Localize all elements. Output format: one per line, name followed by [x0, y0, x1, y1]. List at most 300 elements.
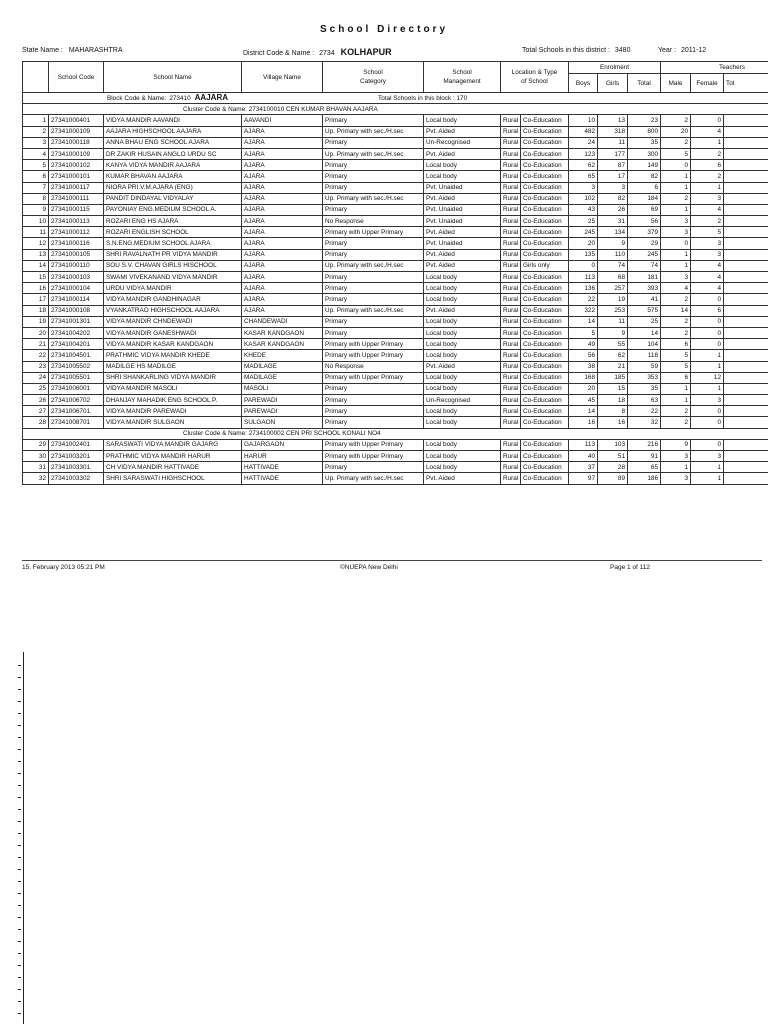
table-cell: Rural: [501, 126, 521, 137]
table-cell: 0: [691, 327, 724, 338]
table-cell: AJARA: [242, 227, 323, 238]
table-cell: 24: [23, 372, 49, 383]
table-cell: 8: [598, 406, 628, 417]
table-cell: Primary with Upper Primary: [323, 339, 424, 350]
table-row: [23, 204, 768, 215]
table-cell: 56: [569, 350, 598, 361]
col-category: School Category: [323, 62, 424, 93]
table-cell: 5: [23, 160, 49, 171]
table-cell: Co-Education: [521, 294, 569, 305]
table-cell: Primary: [323, 327, 424, 338]
table-cell: 27341003302: [49, 473, 104, 484]
footer-printed: 15. February 2013 05:21 PM: [22, 564, 105, 571]
table-cell: VIDYA MANDIR AAVANDI: [104, 115, 242, 126]
table-cell: Rural: [501, 160, 521, 171]
table-cell: 2: [661, 316, 691, 327]
table-cell: 113: [569, 439, 598, 450]
table-cell: 62: [569, 160, 598, 171]
table-cell: 3: [661, 473, 691, 484]
table-cell: Up. Primary with sec./H.sec: [323, 126, 424, 137]
table-cell: AJARA: [242, 193, 323, 204]
table-cell: 16: [569, 417, 598, 428]
table-cell: VIDYA MANDIR MASOLI: [104, 383, 242, 394]
table-cell: 74: [628, 260, 661, 271]
col-serial: [23, 62, 49, 93]
table-cell: 0: [691, 316, 724, 327]
margin-tick: [18, 785, 21, 786]
table-cell: 2: [661, 115, 691, 126]
table-cell: 23: [628, 115, 661, 126]
table-cell: Un-Recognised: [424, 137, 501, 148]
table-cell: Pvt. Aided: [424, 126, 501, 137]
table-cell: VIDYA MANDIR KASAR KANDGAON: [104, 339, 242, 350]
table-cell: 0: [661, 160, 691, 171]
table-cell: Local body: [424, 115, 501, 126]
table-cell: 27341002401: [49, 439, 104, 450]
table-cell: 3: [661, 227, 691, 238]
table-cell: Up. Primary with sec./H.sec: [323, 473, 424, 484]
table-cell: 65: [569, 171, 598, 182]
table-cell: 27341000101: [49, 171, 104, 182]
table-cell: Up. Primary with sec./H.sec: [323, 260, 424, 271]
table-cell: 14: [569, 406, 598, 417]
table-cell: 6: [661, 372, 691, 383]
margin-tick: [18, 689, 21, 690]
table-cell: 27341000104: [49, 283, 104, 294]
table-cell: 110: [598, 249, 628, 260]
table-cell: 27341000115: [49, 204, 104, 215]
table-cell: Rural: [501, 137, 521, 148]
block-label: Block Code & Name:: [107, 95, 167, 103]
table-cell-tot: [724, 249, 768, 260]
table-cell: 20: [661, 126, 691, 137]
table-cell: 3: [661, 451, 691, 462]
margin-tick: [18, 869, 21, 870]
table-cell: Co-Education: [521, 204, 569, 215]
table-cell: Local body: [424, 327, 501, 338]
table-cell: Pvt. Aided: [424, 473, 501, 484]
table-cell: Primary: [323, 115, 424, 126]
table-row: [23, 372, 768, 383]
table-cell: Rural: [501, 115, 521, 126]
table-cell: Local body: [424, 417, 501, 428]
margin-tick: [18, 737, 21, 738]
margin-tick: [18, 977, 21, 978]
margin-tick: [18, 1013, 21, 1014]
table-cell: 4: [23, 148, 49, 159]
table-cell: 38: [569, 361, 598, 372]
table-cell: 1: [691, 383, 724, 394]
table-cell: 136: [569, 283, 598, 294]
margin-tick: [18, 857, 21, 858]
table-cell: 2: [661, 406, 691, 417]
table-cell: Pvt. Unaided: [424, 238, 501, 249]
table-cell: 27341000111: [49, 193, 104, 204]
table-cell: 0: [691, 417, 724, 428]
table-cell: 27341000110: [49, 260, 104, 271]
table-cell: 4: [661, 283, 691, 294]
table-cell: 12: [23, 238, 49, 249]
table-row: [23, 327, 768, 338]
table-cell: Primary: [323, 316, 424, 327]
table-cell: 3: [691, 238, 724, 249]
table-cell: Co-Education: [521, 473, 569, 484]
table-cell: 89: [598, 473, 628, 484]
col-female: Female: [691, 74, 724, 93]
table-cell: 21: [598, 361, 628, 372]
district-name: KOLHAPUR: [340, 47, 392, 57]
table-cell: 245: [569, 227, 598, 238]
table-cell: 27341000117: [49, 182, 104, 193]
table-cell: AJARA: [242, 283, 323, 294]
table-cell: 45: [569, 395, 598, 406]
table-cell: 1: [661, 171, 691, 182]
table-cell: ROZARI ENG HS AJARA: [104, 216, 242, 227]
table-cell: Primary with Upper Primary: [323, 372, 424, 383]
table-cell: 14: [628, 327, 661, 338]
table-cell: Local body: [424, 316, 501, 327]
table-cell: SULGAON: [242, 417, 323, 428]
table-cell: 20: [569, 238, 598, 249]
table-cell-tot: [724, 294, 768, 305]
table-cell: Co-Education: [521, 462, 569, 473]
table-cell-tot: [724, 316, 768, 327]
table-cell: 14: [661, 305, 691, 316]
table-cell: KUMAR BHAVAN AAJARA: [104, 171, 242, 182]
table-cell: SHRI SARASWATI HIGHSCHOOL: [104, 473, 242, 484]
table-row: [23, 406, 768, 417]
table-cell: Primary: [323, 272, 424, 283]
table-cell: SARASWATI VIDYA MANDIR GAJARG: [104, 439, 242, 450]
table-cell: Rural: [501, 350, 521, 361]
table-cell: 1: [661, 204, 691, 215]
table-cell-tot: [724, 238, 768, 249]
table-cell: 22: [569, 294, 598, 305]
table-cell: 49: [569, 339, 598, 350]
table-cell: 186: [628, 473, 661, 484]
table-cell-tot: [724, 171, 768, 182]
table-cell: 253: [598, 305, 628, 316]
table-cell: PAREWADI: [242, 395, 323, 406]
table-cell: Pvt. Aided: [424, 361, 501, 372]
table-cell: 185: [598, 372, 628, 383]
table-cell: Rural: [501, 305, 521, 316]
table-cell: 25: [628, 316, 661, 327]
table-cell: Local body: [424, 339, 501, 350]
table-cell: 27341000118: [49, 137, 104, 148]
block-code: 273410: [169, 95, 191, 103]
table-cell: Co-Education: [521, 339, 569, 350]
table-cell: 35: [628, 383, 661, 394]
table-cell: 27341001301: [49, 316, 104, 327]
table-cell: 3: [661, 216, 691, 227]
table-cell: Primary: [323, 294, 424, 305]
table-cell: 3: [23, 137, 49, 148]
table-cell: Primary: [323, 406, 424, 417]
table-cell: Rural: [501, 473, 521, 484]
table-cell-tot: [724, 305, 768, 316]
table-cell: 23: [23, 361, 49, 372]
table-cell: 16: [23, 283, 49, 294]
table-cell: Co-Education: [521, 283, 569, 294]
table-cell: 6: [691, 305, 724, 316]
table-cell: 393: [628, 283, 661, 294]
table-cell: 2: [691, 216, 724, 227]
table-cell: CHANDEWADI: [242, 316, 323, 327]
table-cell: 5: [569, 327, 598, 338]
table-cell: 8: [23, 193, 49, 204]
table-cell: 1: [691, 361, 724, 372]
table-cell: 0: [691, 339, 724, 350]
table-cell-tot: [724, 216, 768, 227]
table-cell: 1: [691, 137, 724, 148]
table-cell-tot: [724, 383, 768, 394]
state-label: State Name :: [22, 47, 63, 54]
table-cell: CH VIDYA MANDIR HATTIVADE: [104, 462, 242, 473]
col-village: Village Name: [242, 62, 323, 93]
table-cell: 1: [661, 462, 691, 473]
table-row: [23, 451, 768, 462]
table-cell: 82: [598, 193, 628, 204]
margin-tick: [18, 845, 21, 846]
table-cell: 0: [691, 439, 724, 450]
table-cell: Co-Education: [521, 350, 569, 361]
table-cell: 3: [569, 182, 598, 193]
table-cell: 103: [598, 439, 628, 450]
table-cell: Primary with Upper Primary: [323, 350, 424, 361]
col-teachers: Teachers: [661, 62, 768, 74]
table-cell: VIDYA MANDIR GANDHINAGAR: [104, 294, 242, 305]
cluster-heading: Cluster Code & Name: 2734100010 CEN KUMAR BHAVAN AAJARA: [23, 104, 768, 115]
table-cell: 7: [23, 182, 49, 193]
table-cell: 14: [23, 260, 49, 271]
table-cell-tot: [724, 115, 768, 126]
table-cell: 31: [23, 462, 49, 473]
margin-tick: [18, 833, 21, 834]
table-cell: AJARA: [242, 238, 323, 249]
margin-tick: [18, 773, 21, 774]
table-cell: VYANKATRAO HIGHSCHOOL AAJARA: [104, 305, 242, 316]
table-cell: PANDIT DINDAYAL VIDYALAY: [104, 193, 242, 204]
table-cell: 27341000105: [49, 249, 104, 260]
table-cell: 91: [628, 451, 661, 462]
table-cell: 74: [598, 260, 628, 271]
table-cell: VIDYA MANDIR CHNDEWADI: [104, 316, 242, 327]
table-cell: HARUR: [242, 451, 323, 462]
table-cell: 25: [569, 216, 598, 227]
margin-tick: [18, 941, 21, 942]
table-cell: 27341005502: [49, 361, 104, 372]
table-row: [23, 249, 768, 260]
table-cell: Co-Education: [521, 171, 569, 182]
table-cell: 35: [628, 137, 661, 148]
table-cell: Primary: [323, 417, 424, 428]
col-tot: Tot: [724, 74, 768, 93]
table-cell: Co-Education: [521, 238, 569, 249]
table-cell-tot: [724, 260, 768, 271]
table-cell: Rural: [501, 148, 521, 159]
table-cell: 353: [628, 372, 661, 383]
table-row: [23, 193, 768, 204]
table-cell: Rural: [501, 406, 521, 417]
table-cell: 135: [569, 249, 598, 260]
table-cell: Primary: [323, 182, 424, 193]
table-cell: 245: [628, 249, 661, 260]
table-cell: 11: [23, 227, 49, 238]
table-cell: Local body: [424, 383, 501, 394]
table-cell: SHRI SHANKARLING VIDYA MANDIR: [104, 372, 242, 383]
table-cell: Pvt. Aided: [424, 193, 501, 204]
table-row: [23, 473, 768, 484]
table-cell: 123: [569, 148, 598, 159]
margin-tick: [18, 677, 21, 678]
table-cell: AJARA: [242, 216, 323, 227]
table-cell: AJARA: [242, 260, 323, 271]
table-cell: 9: [598, 238, 628, 249]
table-cell: Girls only: [521, 260, 569, 271]
table-row: [23, 417, 768, 428]
table-cell: 21: [23, 339, 49, 350]
table-cell: 5: [661, 350, 691, 361]
col-girls: Girls: [598, 74, 628, 93]
table-cell: Local body: [424, 294, 501, 305]
table-cell: Rural: [501, 439, 521, 450]
table-cell: 118: [628, 350, 661, 361]
margin-tick: [18, 1001, 21, 1002]
table-cell: Primary: [323, 171, 424, 182]
table-cell: 15: [23, 272, 49, 283]
table-cell: Local body: [424, 350, 501, 361]
table-cell: 18: [23, 305, 49, 316]
table-cell: SWAMI VIVEKANAND VIDYA MANDIR: [104, 272, 242, 283]
table-cell: Rural: [501, 193, 521, 204]
margin-tick: [18, 665, 21, 666]
block-name: AAJARA: [194, 93, 228, 103]
table-cell: 32: [628, 417, 661, 428]
table-cell: Local body: [424, 171, 501, 182]
table-cell: Co-Education: [521, 417, 569, 428]
table-cell: 800: [628, 126, 661, 137]
table-cell: Pvt. Aided: [424, 227, 501, 238]
school-directory-table: [22, 61, 768, 485]
table-cell: 27341004501: [49, 350, 104, 361]
table-row: [23, 160, 768, 171]
table-cell-tot: [724, 372, 768, 383]
table-cell: Rural: [501, 182, 521, 193]
table-cell: Rural: [501, 361, 521, 372]
table-cell: 9: [598, 327, 628, 338]
table-cell: 20: [569, 383, 598, 394]
table-cell: Rural: [501, 451, 521, 462]
table-cell: Pvt. Aided: [424, 249, 501, 260]
table-cell: 379: [628, 227, 661, 238]
state-info: [22, 47, 123, 54]
table-cell: 1: [661, 249, 691, 260]
table-cell: 27341004201: [49, 339, 104, 350]
col-school-name: School Name: [104, 62, 242, 93]
table-cell: Local body: [424, 462, 501, 473]
table-row: [23, 148, 768, 159]
table-cell: Co-Education: [521, 193, 569, 204]
table-cell: 1: [691, 182, 724, 193]
block-total: Total Schools in this block : 170: [378, 95, 468, 103]
table-cell: Co-Education: [521, 137, 569, 148]
table-cell: 27341005501: [49, 372, 104, 383]
table-row: [23, 227, 768, 238]
table-cell: Up. Primary with sec./H.sec: [323, 305, 424, 316]
table-cell: 69: [628, 204, 661, 215]
table-cell-tot: [724, 126, 768, 137]
table-cell: NIORA PRI.V.M.AJARA (ENG): [104, 182, 242, 193]
margin-tick: [18, 713, 21, 714]
margin-tick: [18, 929, 21, 930]
table-cell: 3: [661, 272, 691, 283]
col-location: Location & Type of School: [501, 62, 569, 93]
table-cell: Rural: [501, 339, 521, 350]
table-cell: Co-Education: [521, 115, 569, 126]
table-cell: Pvt. Unaided: [424, 216, 501, 227]
margin-tick: [18, 809, 21, 810]
table-cell: Co-Education: [521, 305, 569, 316]
table-cell: 2: [23, 126, 49, 137]
footer-rule: [22, 560, 762, 561]
table-cell: 31: [598, 216, 628, 227]
table-cell: 27: [23, 406, 49, 417]
table-cell: S.N.ENG.MEDIUM SCHOOL AJARA: [104, 238, 242, 249]
table-cell: 6: [23, 171, 49, 182]
table-cell: 27341000103: [49, 272, 104, 283]
table-cell: 65: [628, 462, 661, 473]
table-cell: AJARA: [242, 126, 323, 137]
table-cell: 26: [598, 204, 628, 215]
table-cell: 11: [598, 137, 628, 148]
table-cell: 3: [598, 182, 628, 193]
table-cell: 19: [23, 316, 49, 327]
table-cell: 0: [691, 294, 724, 305]
table-cell: No Response: [323, 361, 424, 372]
table-row: [23, 171, 768, 182]
table-cell-tot: [724, 417, 768, 428]
table-cell-tot: [724, 395, 768, 406]
table-row: [23, 395, 768, 406]
district-total: 3480: [614, 47, 631, 54]
table-row: [23, 339, 768, 350]
district-code: 2734: [319, 50, 335, 57]
table-cell: KANYA VIDYA MANDIR AAJARA: [104, 160, 242, 171]
table-cell: 4: [691, 126, 724, 137]
table-cell: URDU VIDYA MANDIR: [104, 283, 242, 294]
table-cell: Local body: [424, 372, 501, 383]
table-cell: 2: [661, 327, 691, 338]
table-cell: Rural: [501, 372, 521, 383]
table-cell: Un-Recognised: [424, 395, 501, 406]
table-cell: 28: [23, 417, 49, 428]
cluster-heading-row: [23, 104, 768, 115]
table-cell: 27341004202: [49, 327, 104, 338]
table-cell: HATTIVADE: [242, 462, 323, 473]
table-cell: 27341000109: [49, 126, 104, 137]
table-cell: 3: [691, 249, 724, 260]
table-cell: 0: [569, 260, 598, 271]
district-info: [243, 47, 392, 57]
table-cell: Primary: [323, 395, 424, 406]
table-cell: Co-Education: [521, 227, 569, 238]
district-total-label: Total Schools in this district :: [522, 47, 610, 54]
table-cell: 12: [691, 372, 724, 383]
table-cell: 27341000112: [49, 227, 104, 238]
table-cell: Rural: [501, 272, 521, 283]
table-cell: 13: [598, 115, 628, 126]
